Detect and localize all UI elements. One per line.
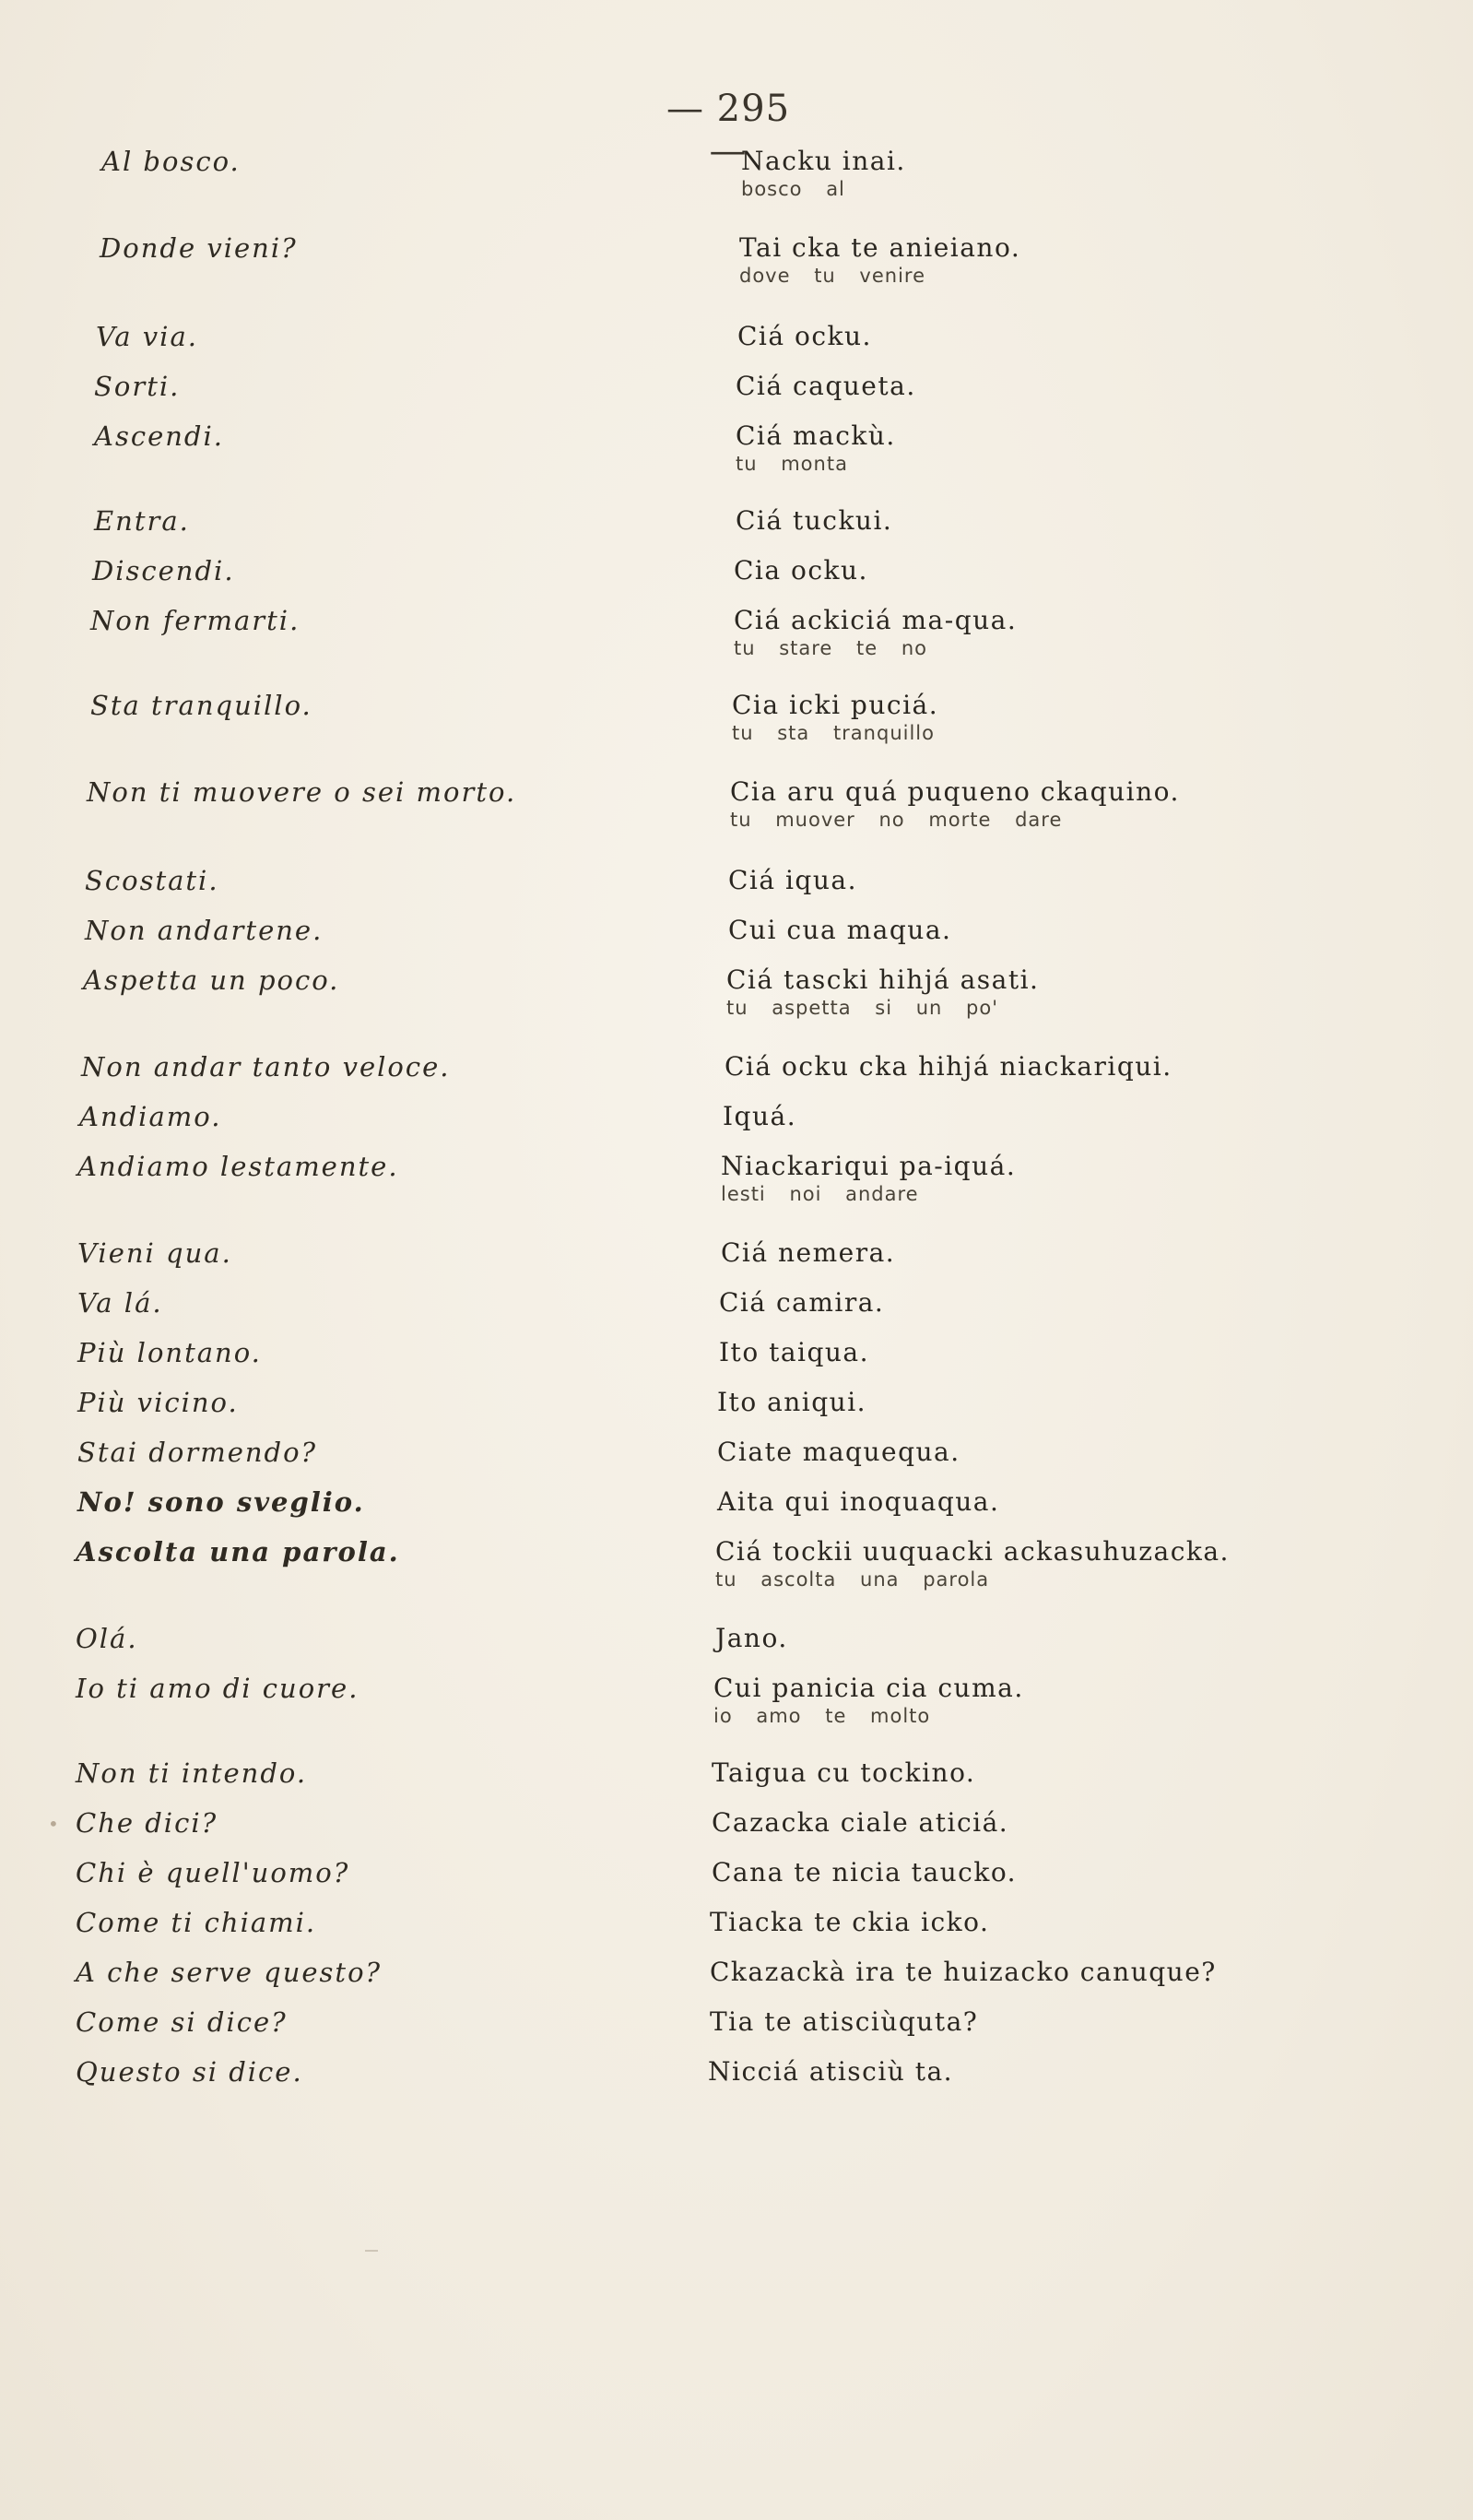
- italian-phrase: Donde vieni?: [100, 232, 298, 264]
- translation-text: Ciá tuckui.: [736, 505, 893, 536]
- translation-text: Ciá nemera.: [721, 1237, 896, 1268]
- translation: [710, 1957, 1217, 1988]
- italian-phrase: Più lontano.: [77, 1337, 262, 1368]
- translation: [728, 865, 857, 896]
- translation: [721, 1151, 1016, 1206]
- italian-phrase: Andiamo lestamente.: [77, 1151, 399, 1182]
- italian-phrase: Vieni qua.: [77, 1237, 232, 1269]
- translation-text: Cia aru quá puqueno ckaquino.: [730, 776, 1180, 807]
- translation-text: Cui panicia cia cuma.: [713, 1673, 1024, 1703]
- translation: [737, 321, 872, 352]
- italian-phrase: A che serve questo?: [76, 1957, 383, 1988]
- italian-phrase: Stai dormendo?: [77, 1437, 318, 1468]
- translation: [721, 1237, 895, 1269]
- word-gloss: tu aspetta si un po': [726, 997, 998, 1019]
- translation-text: Cana te nicia taucko.: [712, 1857, 1018, 1887]
- translation: [712, 1757, 975, 1789]
- translation: [719, 1287, 884, 1319]
- word-gloss: tu sta tranquillo: [732, 722, 935, 744]
- italian-phrase: Come ti chiami.: [76, 1907, 317, 1938]
- italian-phrase: Non ti intendo.: [76, 1757, 308, 1789]
- translation-text: Ciá mackù.: [736, 420, 896, 451]
- translation: [732, 690, 938, 745]
- italian-phrase: No! sono sveglio.: [77, 1486, 365, 1518]
- italian-phrase: Andiamo.: [79, 1101, 222, 1132]
- italian-phrase: Io ti amo di cuore.: [76, 1673, 359, 1704]
- italian-phrase: Ascendi.: [94, 420, 224, 452]
- italian-phrase: Al bosco.: [101, 146, 241, 177]
- translation: [712, 1807, 1008, 1839]
- translation: [736, 505, 892, 537]
- translation-text: Ciá ackiciá ma-qua.: [734, 605, 1018, 635]
- italian-phrase: Questo si dice.: [76, 2056, 303, 2088]
- stray-mark: [365, 2250, 378, 2252]
- italian-phrase: Olá.: [76, 1623, 138, 1654]
- translation-text: Ciá ocku.: [737, 321, 872, 351]
- italian-phrase: Sta tranquillo.: [90, 690, 312, 721]
- translation-text: Ciá caqueta.: [736, 371, 916, 401]
- translation: [710, 1907, 989, 1938]
- page-number: — 295 —: [666, 88, 791, 172]
- word-gloss: dove tu venire: [739, 265, 926, 287]
- translation: [710, 2006, 978, 2038]
- translation-text: Ciá ocku cka hihjá niackariqui.: [725, 1051, 1173, 1082]
- translation: [713, 1673, 1024, 1728]
- translation: [717, 1486, 999, 1518]
- translation-text: Jano.: [715, 1623, 788, 1653]
- translation-text: Ciá tockii uuquacki ackasuhuzacka.: [715, 1536, 1230, 1567]
- translation-text: Cui cua maqua.: [728, 915, 952, 945]
- translation-text: Niackariqui pa-iquá.: [721, 1151, 1017, 1181]
- italian-phrase: Entra.: [94, 505, 190, 537]
- italian-phrase: Discendi.: [92, 555, 235, 586]
- italian-phrase: Scostati.: [85, 865, 219, 896]
- translation: [708, 2056, 953, 2088]
- translation-text: Ito aniqui.: [717, 1387, 867, 1417]
- italian-phrase: Che dici?: [76, 1807, 218, 1839]
- italian-phrase: Ascolta una parola.: [76, 1536, 400, 1568]
- translation-text: Ciá camira.: [719, 1287, 885, 1318]
- translation-text: Iquá.: [723, 1101, 797, 1131]
- italian-phrase: Va lá.: [77, 1287, 163, 1319]
- translation-text: Cia icki puciá.: [732, 690, 939, 720]
- translation-text: Ckazackà ira te huizacko canuque?: [710, 1957, 1217, 1987]
- word-gloss: tu muover no morte dare: [730, 809, 1063, 831]
- translation-text: Tai cka te anieiano.: [739, 232, 1021, 263]
- word-gloss: io amo te molto: [713, 1705, 931, 1727]
- translation: [717, 1387, 866, 1418]
- translation-text: Ito taiqua.: [719, 1337, 870, 1367]
- translation-text: Cazacka ciale aticiá.: [712, 1807, 1009, 1838]
- word-gloss: tu monta: [736, 453, 848, 475]
- margin-speck: •: [48, 1813, 59, 1835]
- translation: [725, 1051, 1173, 1083]
- italian-phrase: Va via.: [96, 321, 198, 352]
- translation: [728, 915, 951, 946]
- translation: [734, 605, 1017, 660]
- italian-phrase: Non fermarti.: [90, 605, 300, 636]
- translation-text: Ciate maquequa.: [717, 1437, 960, 1467]
- translation-text: Ciá tascki hihjá asati.: [726, 964, 1040, 995]
- word-gloss: tu stare te no: [734, 637, 928, 659]
- word-gloss: tu ascolta una parola: [715, 1568, 990, 1591]
- italian-phrase: Non ti muovere o sei morto.: [87, 776, 517, 808]
- italian-phrase: Non andartene.: [85, 915, 324, 946]
- translation-text: Taigua cu tockino.: [712, 1757, 976, 1788]
- translation: [739, 232, 1020, 288]
- translation: [715, 1536, 1230, 1591]
- italian-phrase: Più vicino.: [77, 1387, 239, 1418]
- italian-phrase: Non andar tanto veloce.: [81, 1051, 451, 1083]
- italian-phrase: Come si dice?: [76, 2006, 288, 2038]
- translation: [730, 776, 1180, 832]
- translation: [726, 964, 1039, 1020]
- translation: [734, 555, 868, 586]
- translation: [723, 1101, 796, 1132]
- translation-text: Ciá iqua.: [728, 865, 857, 895]
- italian-phrase: Aspetta un poco.: [83, 964, 340, 996]
- translation-text: Nacku inai.: [741, 146, 906, 176]
- translation: [719, 1337, 869, 1368]
- translation-text: Tia te atisciùquta?: [710, 2006, 979, 2037]
- translation: [741, 146, 906, 201]
- translation-text: Nicciá atisciù ta.: [708, 2056, 954, 2087]
- translation-text: Aita qui inoquaqua.: [717, 1486, 1000, 1517]
- word-gloss: bosco al: [741, 178, 845, 200]
- translation: [717, 1437, 960, 1468]
- translation-text: Tiacka te ckia icko.: [710, 1907, 990, 1937]
- translation: [736, 420, 896, 476]
- translation: [736, 371, 916, 402]
- translation: [712, 1857, 1017, 1888]
- translation-text: Cia ocku.: [734, 555, 868, 586]
- translation: [715, 1623, 788, 1654]
- italian-phrase: Chi è quell'uomo?: [76, 1857, 350, 1888]
- word-gloss: lesti noi andare: [721, 1183, 919, 1205]
- italian-phrase: Sorti.: [94, 371, 181, 402]
